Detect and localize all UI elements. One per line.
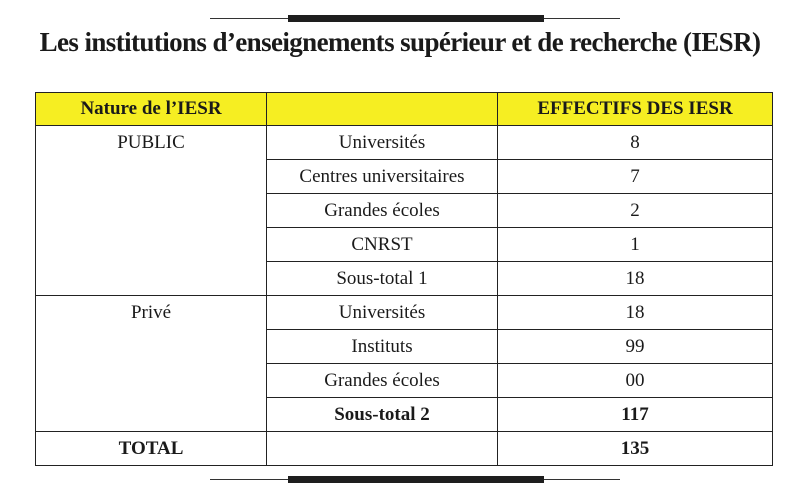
total-row [36,432,773,466]
page-title: Les institutions d’enseignements supérieur et de recherche (IESR) [39,27,761,57]
top-decorative-rule [210,18,620,19]
header-effectifs: EFFECTIFS DES IESR [498,93,773,126]
row-label: Universités [267,126,498,160]
row-label: Universités [267,296,498,330]
row-label: Sous-total 1 [267,262,498,296]
row-label: Instituts [267,330,498,364]
row-value: 00 [498,364,773,398]
total-value: 135 [498,432,773,466]
table-header-row [36,93,773,126]
row-value: 99 [498,330,773,364]
row-value: 7 [498,160,773,194]
row-label: Centres universitaires [267,160,498,194]
bottom-decorative-rule [210,479,620,480]
row-value: 18 [498,262,773,296]
group-prive-label: Privé [36,296,267,432]
row-label: Grandes écoles [267,194,498,228]
total-middle [267,432,498,466]
row-value: 18 [498,296,773,330]
row-value: 117 [498,398,773,432]
row-label: Grandes écoles [267,364,498,398]
iesr-table [35,92,773,466]
row-value: 8 [498,126,773,160]
table-row [36,126,773,160]
header-blank [267,93,498,126]
row-label: Sous-total 2 [267,398,498,432]
row-value: 2 [498,194,773,228]
header-nature: Nature de l’IESR [36,93,267,126]
row-value: 1 [498,228,773,262]
bottom-decorative-bar [288,476,544,483]
row-label: CNRST [267,228,498,262]
group-public-label: PUBLIC [36,126,267,296]
table-row [36,296,773,330]
top-decorative-bar [288,15,544,22]
total-label: TOTAL [36,432,267,466]
